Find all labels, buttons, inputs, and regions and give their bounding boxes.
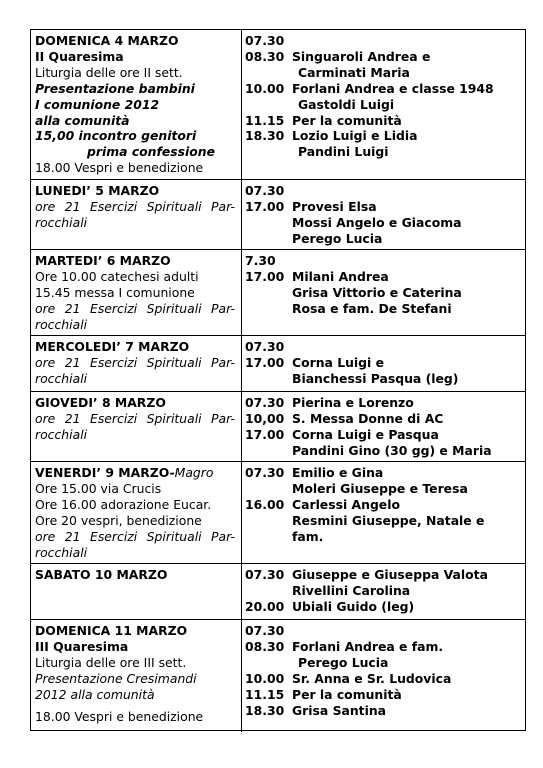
day-note: ore 21 Esercizi Spirituali Par- (35, 354, 235, 370)
mass-time: 07.30 (245, 567, 285, 582)
mass-time: 07.30 (245, 395, 285, 410)
mass-time: 08.30 (245, 638, 285, 654)
day-note: 2012 alla comunità (35, 686, 155, 702)
day-note: 15.45 messa I comunione (35, 284, 195, 300)
day-heading: VENERDI’ 9 MARZO- (35, 465, 175, 480)
day-info-cell (35, 33, 237, 176)
day-heading: DOMENICA 11 MARZO (35, 623, 188, 638)
mass-line (245, 497, 525, 513)
day-note: prima confessione (87, 144, 216, 160)
column-divider (241, 30, 242, 179)
mass-line (245, 671, 525, 687)
day-note: Presentazione bambini (35, 80, 195, 96)
mass-intention: S. Messa Donne di AC (292, 410, 444, 426)
column-divider (241, 564, 242, 619)
day-info-cell (35, 395, 237, 443)
mass-intention: Corna Luigi e (292, 354, 385, 370)
column-divider (241, 392, 242, 461)
day-info-cell (35, 339, 237, 387)
mass-time: 17.00 (245, 198, 285, 214)
mass-line (245, 443, 525, 459)
mass-intention: Lozio Luigi e Lidia (292, 128, 418, 144)
day-note: alla comunità (35, 112, 130, 128)
mass-line (245, 513, 525, 529)
mass-intention: Pandini Luigi (298, 144, 389, 160)
mass-time: 10,00 (245, 410, 285, 426)
mass-time: 17.00 (245, 268, 285, 284)
mass-line (245, 687, 525, 703)
mass-intention: Sr. Anna e Sr. Ludovica (292, 670, 452, 686)
mass-line (245, 655, 525, 671)
mass-time: 10.00 (245, 670, 285, 686)
day-row (31, 250, 525, 336)
day-heading: LUNEDI’ 5 MARZO (35, 183, 160, 198)
column-divider (241, 620, 242, 732)
day-heading-line (35, 465, 237, 481)
mass-line (245, 199, 525, 215)
mass-intention: Carlessi Angelo (292, 496, 400, 512)
mass-line (245, 128, 525, 144)
mass-line (245, 215, 525, 231)
day-heading: MERCOLEDI’ 7 MARZO (35, 339, 190, 354)
mass-time: 07.30 (245, 183, 285, 198)
mass-intention: Forlani Andrea e fam. (292, 638, 444, 654)
day-note: III Quaresima (35, 638, 129, 654)
day-row (31, 30, 525, 180)
mass-time: 07.30 (245, 465, 285, 480)
mass-intentions-cell (245, 253, 525, 317)
day-heading: DOMENICA 4 MARZO (35, 33, 179, 48)
mass-line (245, 567, 525, 583)
mass-intention: Bianchessi Pasqua (leg) (292, 370, 459, 386)
day-row (31, 620, 525, 732)
day-note: ore 21 Esercizi Spirituali Par- (35, 410, 235, 426)
mass-intentions-cell (245, 33, 525, 160)
mass-intention: Rivellini Carolina (292, 582, 411, 598)
column-divider (241, 462, 242, 563)
day-row (31, 564, 525, 620)
mass-intention: Milani Andrea (292, 268, 389, 284)
day-note: Ore 15.00 via Crucis (35, 480, 162, 496)
day-note: Liturgia delle ore III sett. (35, 654, 187, 670)
mass-line (245, 144, 525, 160)
mass-line (245, 583, 525, 599)
day-note: Liturgia delle ore II sett. (35, 64, 183, 80)
mass-time: 17.00 (245, 426, 285, 442)
column-divider (241, 180, 242, 249)
mass-line (245, 113, 525, 129)
mass-line (245, 411, 525, 427)
mass-intention: Rosa e fam. De Stefani (292, 300, 452, 316)
mass-intentions-cell (245, 339, 525, 387)
mass-line (245, 33, 525, 49)
mass-intention: Forlani Andrea e classe 1948 (292, 80, 494, 96)
day-note: Ore 20 vespri, benedizione (35, 512, 202, 528)
mass-intention: Perego Lucia (292, 230, 383, 246)
column-divider (241, 336, 242, 391)
mass-time: 20.00 (245, 598, 285, 614)
mass-intention: Grisa Vittorio e Caterina (292, 284, 462, 300)
mass-intention: Grisa Santina (292, 702, 387, 718)
mass-time: 10.00 (245, 80, 285, 96)
weekly-mass-schedule-table (30, 29, 526, 731)
mass-line (245, 639, 525, 655)
mass-time: 08.30 (245, 48, 285, 64)
column-divider (241, 250, 242, 335)
day-row (31, 462, 525, 564)
mass-line (245, 339, 525, 355)
day-note: rocchiali (35, 214, 88, 230)
day-note: II Quaresima (35, 48, 124, 64)
mass-intention: Ubiali Guido (leg) (292, 598, 415, 614)
mass-intention: Gastoldi Luigi (298, 96, 395, 112)
mass-time: 07.30 (245, 623, 285, 638)
mass-intention: Provesi Elsa (292, 198, 377, 214)
mass-line (245, 285, 525, 301)
day-info-cell (35, 465, 237, 560)
mass-time: 11.15 (245, 112, 285, 128)
day-note: ore 21 Esercizi Spirituali Par- (35, 528, 235, 544)
mass-line (245, 599, 525, 615)
mass-line (245, 355, 525, 371)
mass-line (245, 97, 525, 113)
mass-line (245, 231, 525, 247)
mass-line (245, 65, 525, 81)
day-note: rocchiali (35, 426, 88, 442)
day-note: rocchiali (35, 370, 88, 386)
mass-time: 07.30 (245, 339, 285, 354)
day-heading: SABATO 10 MARZO (35, 567, 168, 582)
mass-line (245, 481, 525, 497)
mass-intention: Carminati Maria (298, 64, 410, 80)
day-note: ore 21 Esercizi Spirituali Par- (35, 198, 235, 214)
mass-intentions-cell (245, 395, 525, 459)
mass-line (245, 301, 525, 317)
mass-line (245, 183, 525, 199)
mass-intention: Perego Lucia (298, 654, 389, 670)
day-row (31, 392, 525, 462)
mass-intention: Pandini Gino (30 gg) e Maria (292, 442, 492, 458)
day-note: ore 21 Esercizi Spirituali Par- (35, 300, 235, 316)
day-info-cell (35, 183, 237, 231)
day-note: Ore 16.00 adorazione Eucar. (35, 496, 212, 512)
mass-intention: Singuaroli Andrea e (292, 48, 431, 64)
day-note: Ore 10.00 catechesi adulti (35, 268, 199, 284)
mass-intention: Pierina e Lorenzo (292, 395, 414, 410)
mass-line (245, 703, 525, 719)
mass-time: 18.30 (245, 702, 285, 718)
mass-intention: Per la comunità (292, 686, 402, 702)
mass-line (245, 81, 525, 97)
mass-intention: Resmini Giuseppe, Natale e (292, 512, 485, 528)
mass-intention: Giuseppe e Giuseppa Valota (292, 567, 488, 582)
mass-line (245, 529, 525, 545)
mass-time: 07.30 (245, 33, 285, 48)
fast-day-note: Magro (174, 465, 214, 480)
mass-intentions-cell (245, 623, 525, 718)
day-note: I comunione 2012 (35, 96, 160, 112)
mass-time: 17.00 (245, 354, 285, 370)
day-note: rocchiali (35, 544, 88, 560)
mass-intentions-cell (245, 183, 525, 247)
mass-time: 18.30 (245, 128, 285, 144)
mass-intentions-cell (245, 567, 525, 615)
day-row (31, 336, 525, 392)
mass-intention: Emilio e Gina (292, 465, 384, 480)
mass-intention: Per la comunità (292, 112, 402, 128)
mass-intention: Corna Luigi e Pasqua (292, 426, 439, 442)
mass-time: 16.00 (245, 496, 285, 512)
day-info-cell (35, 253, 237, 333)
mass-line (245, 269, 525, 285)
day-info-cell (35, 623, 237, 724)
day-row (31, 180, 525, 250)
mass-line (245, 253, 525, 269)
mass-intentions-cell (245, 465, 525, 545)
mass-intention: Moleri Giuseppe e Teresa (292, 480, 468, 496)
mass-line (245, 623, 525, 639)
day-note: 18.00 Vespri e benedizione (35, 160, 204, 176)
day-note: 15,00 incontro genitori (35, 128, 197, 144)
mass-line (245, 49, 525, 65)
mass-line (245, 395, 525, 411)
mass-time: 11.15 (245, 686, 285, 702)
day-heading: GIOVEDI’ 8 MARZO (35, 395, 166, 410)
day-note: 18.00 Vespri e benedizione (35, 708, 204, 724)
mass-time: 7.30 (245, 253, 276, 268)
day-note: rocchiali (35, 316, 88, 332)
mass-line (245, 427, 525, 443)
day-note: Presentazione Cresimandi (35, 670, 197, 686)
mass-line (245, 371, 525, 387)
mass-intention: Mossi Angelo e Giacoma (292, 214, 462, 230)
day-heading: MARTEDI’ 6 MARZO (35, 253, 171, 268)
mass-intention: fam. (292, 528, 324, 544)
mass-line (245, 465, 525, 481)
day-info-cell (35, 567, 237, 583)
